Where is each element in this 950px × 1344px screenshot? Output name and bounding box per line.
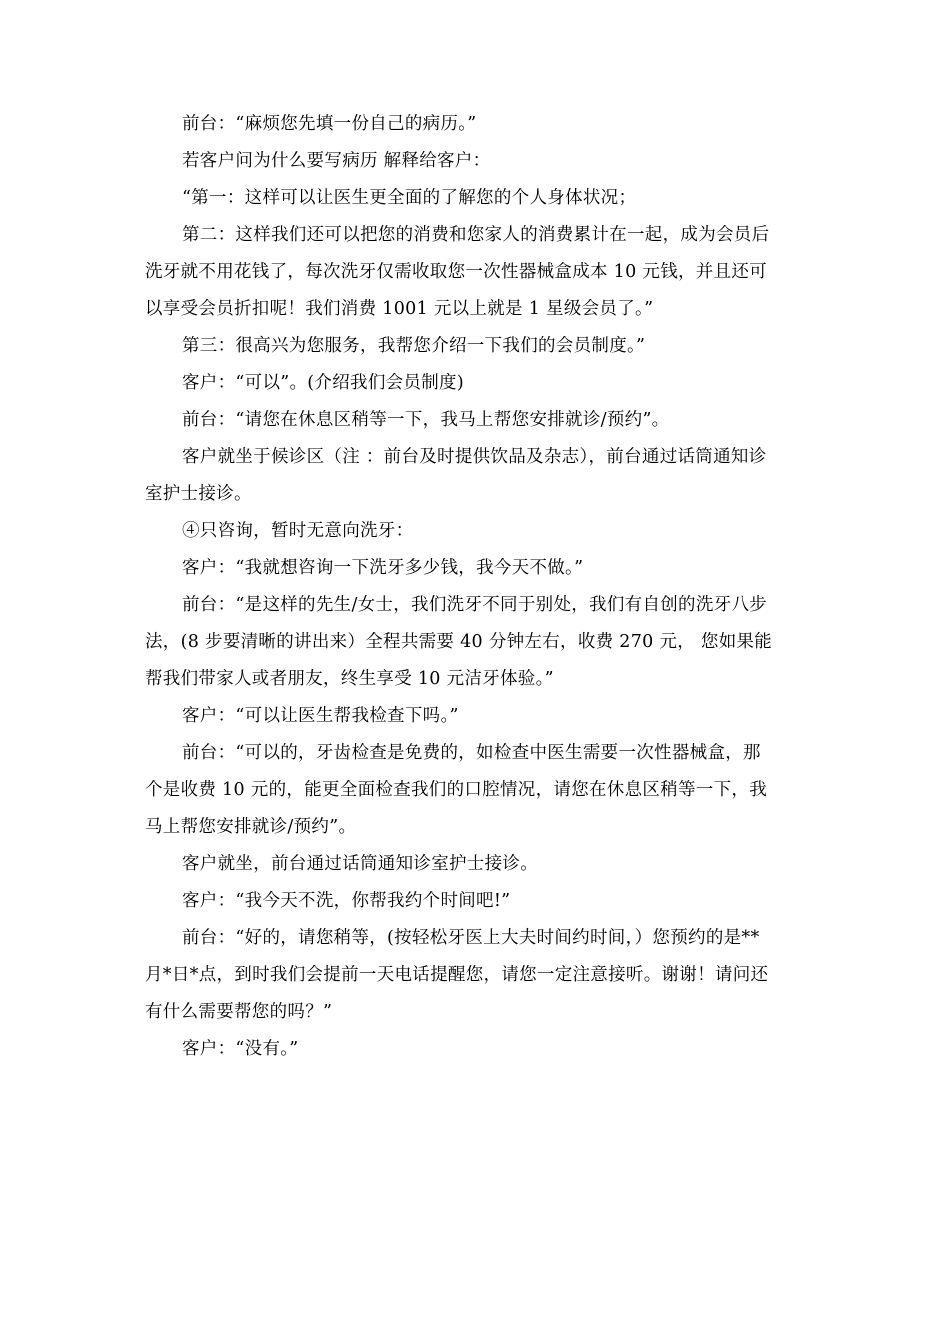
paragraph [145,513,813,550]
paragraph [145,1031,813,1068]
paragraph [145,402,813,439]
paragraph [145,106,813,143]
paragraph [145,846,813,883]
paragraph [145,328,813,365]
text-line: “第一：这样可以让医生更全面的了解您的个人身体状况； [182,188,637,208]
text-line: 前台：“好的，请您稍等，(按轻松牙医上大夫时间约时间，）您预约的是** [182,928,760,948]
paragraph [145,217,813,328]
paragraph [145,698,813,735]
text-line: 前台：“可以的，牙齿检查是免费的，如检查中医生需要一次性器械盒，那 [182,743,761,763]
text-line: 月*日*点，到时我们会提前一天电话提醒您，请您一定注意接听。谢谢！请问还 [145,965,769,985]
text-line: 前台：“麻烦您先填一份自己的病历。” [182,114,477,134]
text-line: 马上帮您安排就诊/预约”。 [145,817,357,837]
text-line: 第二：这样我们还可以把您的消费和您家人的消费累计在一起，成为会员后 [182,225,770,245]
text-line: 有什么需要帮您的吗？” [145,1002,333,1022]
text-line: ④只咨询，暂时无意向洗牙： [182,521,414,541]
text-line: 客户：“我今天不洗，你帮我约个时间吧!” [182,891,511,911]
text-line: 法，(8 步要清晰的讲出来）全程共需要 40 分钟左右，收费 270 元， 您如果能 [145,632,773,652]
text-line: 若客户问为什么要写病历 解释给客户： [182,151,491,171]
text-line: 客户就坐于候诊区（注 ：前台及时提供饮品及杂志），前台通过话筒通知诊 [182,447,767,467]
text-line: 客户：“可以”。(介绍我们会员制度) [182,373,464,393]
document-body [145,106,813,1068]
text-line: 前台：“请您在休息区稍等一下，我马上帮您安排就诊/预约”。 [182,410,670,430]
text-line: 以享受会员折扣呢！我们消费 1001 元以上就是 1 星级会员了。” [145,299,654,319]
paragraph [145,180,813,217]
paragraph [145,365,813,402]
text-line: 客户就坐，前台通过话筒通知诊室护士接诊。 [182,854,538,874]
text-line: 前台：“是这样的先生/女士，我们洗牙不同于别处，我们有自创的洗牙八步 [182,595,768,615]
text-line: 帮我们带家人或者朋友，终生享受 10 元洁牙体验。” [145,669,554,689]
text-line: 客户：“可以让医生帮我检查下吗。” [182,706,459,726]
paragraph [145,883,813,920]
paragraph [145,143,813,180]
text-line: 客户：“没有。” [182,1039,299,1059]
text-line: 第三：很高兴为您服务，我帮您介绍一下我们的会员制度。” [182,336,646,356]
paragraph [145,550,813,587]
text-line: 室护士接诊。 [145,484,252,504]
paragraph [145,439,813,513]
text-line: 客户：“我就想咨询一下洗牙多少钱，我今天不做。” [182,558,584,578]
text-line: 个是收费 10 元的，能更全面检查我们的口腔情况，请您在休息区稍等一下，我 [145,780,767,800]
paragraph [145,587,813,698]
paragraph [145,920,813,1031]
paragraph [145,735,813,846]
text-line: 洗牙就不用花钱了，每次洗牙仅需收取您一次性器械盒成本 10 元钱，并且还可 [145,262,767,282]
